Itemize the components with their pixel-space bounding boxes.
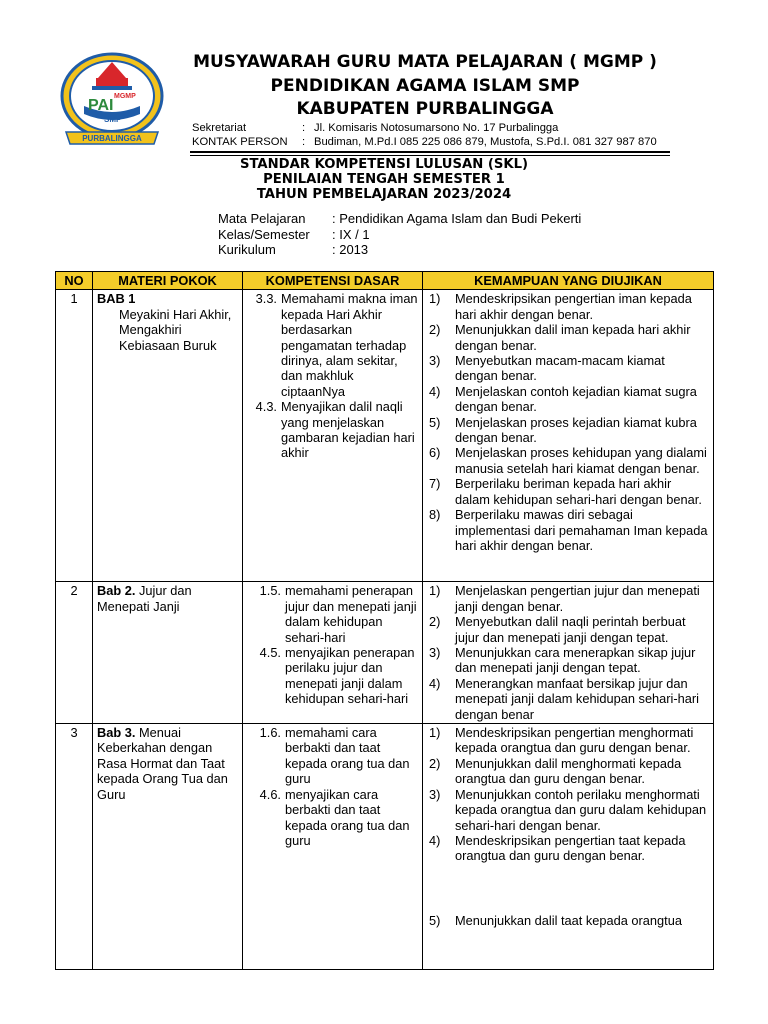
doc-subtitle: PENILAIAN TENGAH SEMESTER 1 xyxy=(263,172,505,187)
org-region: KABUPATEN PURBALINGGA xyxy=(296,99,554,119)
kemampuan-text: Berperilaku mawas diri sebagai implementasi dari pemahaman Iman kepada hari akhir dengan benar. xyxy=(455,507,708,553)
kd-cell xyxy=(243,724,423,970)
materi-cell xyxy=(93,582,243,724)
contact-value: Budiman, M.Pd.I 085 225 086 879, Mustofa, S.Pd.I. 081 327 987 870 xyxy=(314,136,657,148)
org-title: MUSYAWARAH GURU MATA PELAJARAN ( MGMP ) xyxy=(193,52,657,72)
doc-year: TAHUN PEMBELAJARAN 2023/2024 xyxy=(256,187,512,202)
kemampuan-number: 4) xyxy=(429,675,441,691)
materi-text: Meyakini Hari Akhir, Mengakhiri Kebiasaan Buruk xyxy=(119,306,232,353)
kemampuan-item xyxy=(427,787,709,833)
materi-cell xyxy=(93,290,243,582)
kemampuan-text: Menunjukkan dalil menghormati kepada orangtua dan guru dengan benar. xyxy=(455,755,682,787)
kemampuan-text: Menyebutkan dalil naqli perintah berbuat jujur dan menepati janji dengan tepat. xyxy=(455,614,686,645)
skl-table xyxy=(55,271,714,970)
kemampuan-item xyxy=(427,322,709,353)
info-value: : 2013 xyxy=(332,242,369,257)
kd-item xyxy=(247,725,418,787)
table-row xyxy=(56,724,714,970)
kd-number: 4.6. xyxy=(259,786,281,802)
kemampuan-item xyxy=(427,676,709,722)
spacer xyxy=(427,864,709,913)
kemampuan-text: Berperilaku beriman kepada hari akhir dalam kehidupan sehari-hari dengan benar. xyxy=(455,476,702,507)
kemampuan-item xyxy=(427,445,709,476)
kemampuan-text: Menunjukkan contoh perilaku menghormati kepada orangtua dan guru dalam kehidupan sehari-hari dengan benar. xyxy=(455,786,707,833)
kemampuan-item xyxy=(427,583,709,614)
kemampuan-item xyxy=(427,507,709,553)
kemampuan-number: 1) xyxy=(429,725,441,741)
row-number: 3 xyxy=(56,724,93,970)
kemampuan-item xyxy=(427,415,709,446)
kemampuan-item xyxy=(427,833,709,864)
kemampuan-number: 4) xyxy=(429,383,441,399)
sekretariat-colon: : xyxy=(302,122,306,134)
kemampuan-text: Menjelaskan contoh kejadian kiamat sugra dengan benar. xyxy=(455,383,697,415)
kemampuan-text: Mendeskripsikan pengertian iman kepada hari akhir dengan benar. xyxy=(455,291,692,322)
svg-text:PAI: PAI xyxy=(88,97,114,114)
kemampuan-number: 7) xyxy=(429,476,441,492)
kemampuan-number: 2) xyxy=(429,755,441,771)
kemampuan-item xyxy=(427,725,709,756)
kd-cell xyxy=(243,582,423,724)
kd-number: 3.3. xyxy=(255,291,277,307)
row-number: 1 xyxy=(56,290,93,582)
doc-title: STANDAR KOMPETENSI LULUSAN (SKL) xyxy=(239,157,529,172)
table-row xyxy=(56,582,714,724)
materi-text: Jujur dan Menepati Janji xyxy=(97,583,192,614)
kemampuan-item xyxy=(427,913,709,928)
kemampuan-number: 4) xyxy=(429,832,441,848)
kemampuan-text: Menunjukkan dalil iman kepada hari akhir dengan benar. xyxy=(455,322,691,353)
kemampuan-item xyxy=(427,384,709,415)
sekretariat-label: Sekretariat xyxy=(192,122,247,134)
kemampuan-number: 1) xyxy=(429,583,441,599)
svg-text:SMP: SMP xyxy=(104,115,122,124)
kd-item xyxy=(247,645,418,707)
col-header-no: NO xyxy=(56,272,93,290)
kemampuan-number: 2) xyxy=(429,614,441,630)
kemampuan-number: 1) xyxy=(429,291,441,307)
kemampuan-item xyxy=(427,476,709,507)
materi-heading: BAB 1 xyxy=(97,291,136,307)
kd-item xyxy=(247,787,418,849)
letterhead-rule xyxy=(190,151,670,153)
materi-cell xyxy=(93,724,243,970)
kd-number: 4.5. xyxy=(259,645,281,661)
kemampuan-item xyxy=(427,614,709,645)
col-header-materi: MATERI POKOK xyxy=(93,272,243,290)
kd-text: menyajikan penerapan perilaku jujur dan menepati janji dalam kehidupan sehari-hari xyxy=(285,645,415,707)
info-label: Kurikulum xyxy=(218,242,276,257)
kd-item xyxy=(247,291,418,399)
materi-heading: Bab 3. xyxy=(97,725,136,741)
kemampuan-text: Menunjukkan cara menerapkan sikap jujur dan menepati janji dengan tepat. xyxy=(455,645,696,676)
kemampuan-number: 6) xyxy=(429,445,441,461)
kemampuan-cell xyxy=(423,290,714,582)
kd-number: 1.5. xyxy=(259,583,281,599)
svg-text:MGMP: MGMP xyxy=(114,93,136,100)
kemampuan-item xyxy=(427,291,709,322)
kemampuan-text: Menjelaskan pengertian jujur dan menepati janji dengan benar. xyxy=(455,583,700,614)
kd-number: 4.3. xyxy=(255,399,277,415)
contact-colon: : xyxy=(302,136,306,148)
col-header-kd: KOMPETENSI DASAR xyxy=(243,272,423,290)
kemampuan-number: 5) xyxy=(429,414,441,430)
kd-text: Memahami makna iman kepada Hari Akhir berdasarkan pengamatan terhadap dirinya, alam sekitar, dan makhluk ciptaanNya xyxy=(281,291,418,399)
kd-text: Menyajikan dalil naqli yang menjelaskan gambaran kejadian hari akhir xyxy=(281,399,415,461)
kemampuan-number: 5) xyxy=(429,912,441,928)
kd-item xyxy=(247,583,418,645)
table-header-row xyxy=(56,272,714,290)
kemampuan-number: 2) xyxy=(429,322,441,338)
kemampuan-item xyxy=(427,756,709,787)
row-number: 2 xyxy=(56,582,93,724)
table-row xyxy=(56,290,714,582)
kd-text: memahami penerapan jujur dan menepati janji dalam kehidupan sehari-hari xyxy=(285,583,417,645)
kd-text: menyajikan cara berbakti dan taat kepada orang tua dan guru xyxy=(285,786,410,848)
materi-text: Menuai Keberkahan dengan Rasa Hormat dan Taat kepada Orang Tua dan Guru xyxy=(97,725,228,802)
kemampuan-text: Mendeskripsikan pengertian menghormati kepada orangtua dan guru dengan benar. xyxy=(455,725,694,756)
col-header-kemampuan: KEMAMPUAN YANG DIUJIKAN xyxy=(423,272,714,290)
info-label: Mata Pelajaran xyxy=(218,211,306,226)
kemampuan-item xyxy=(427,353,709,384)
svg-text:PURBALINGGA: PURBALINGGA xyxy=(82,134,142,143)
contact-label: KONTAK PERSON xyxy=(192,136,288,148)
sekretariat-value: Jl. Komisaris Notosumarsono No. 17 Purbalingga xyxy=(314,122,559,134)
kemampuan-cell xyxy=(423,582,714,724)
kemampuan-number: 3) xyxy=(429,786,441,802)
kd-number: 1.6. xyxy=(259,725,281,741)
info-value: : IX / 1 xyxy=(332,227,370,242)
mgmp-logo xyxy=(58,48,166,152)
kd-text: memahami cara berbakti dan taat kepada orang tua dan guru xyxy=(285,725,410,787)
kemampuan-number: 3) xyxy=(429,645,441,661)
kemampuan-text: Menjelaskan proses kehidupan yang dialami manusia setelah hari kiamat dengan benar. xyxy=(455,445,707,476)
letterhead-rule-thin xyxy=(190,155,670,156)
kd-item xyxy=(247,399,418,461)
kemampuan-item xyxy=(427,645,709,676)
kemampuan-text: Mendeskripsikan pengertian taat kepada orangtua dan guru dengan benar. xyxy=(455,832,686,864)
kemampuan-text: Menerangkan manfaat bersikap jujur dan menepati janji dalam kehidupan sehari-hari dengan benar xyxy=(455,675,699,722)
kemampuan-number: 8) xyxy=(429,507,441,523)
kd-cell xyxy=(243,290,423,582)
materi-heading: Bab 2. xyxy=(97,583,136,599)
kemampuan-text: Menunjukkan dalil taat kepada orangtua xyxy=(455,912,682,928)
kemampuan-number: 3) xyxy=(429,353,441,369)
kemampuan-cell xyxy=(423,724,714,970)
kemampuan-text: Menyebutkan macam-macam kiamat dengan benar. xyxy=(455,353,665,384)
kemampuan-text: Menjelaskan proses kejadian kiamat kubra dengan benar. xyxy=(455,414,697,446)
info-label: Kelas/Semester xyxy=(218,227,310,242)
org-subtitle: PENDIDIKAN AGAMA ISLAM SMP xyxy=(270,76,580,96)
info-value: : Pendidikan Agama Islam dan Budi Pekerti xyxy=(332,211,582,226)
